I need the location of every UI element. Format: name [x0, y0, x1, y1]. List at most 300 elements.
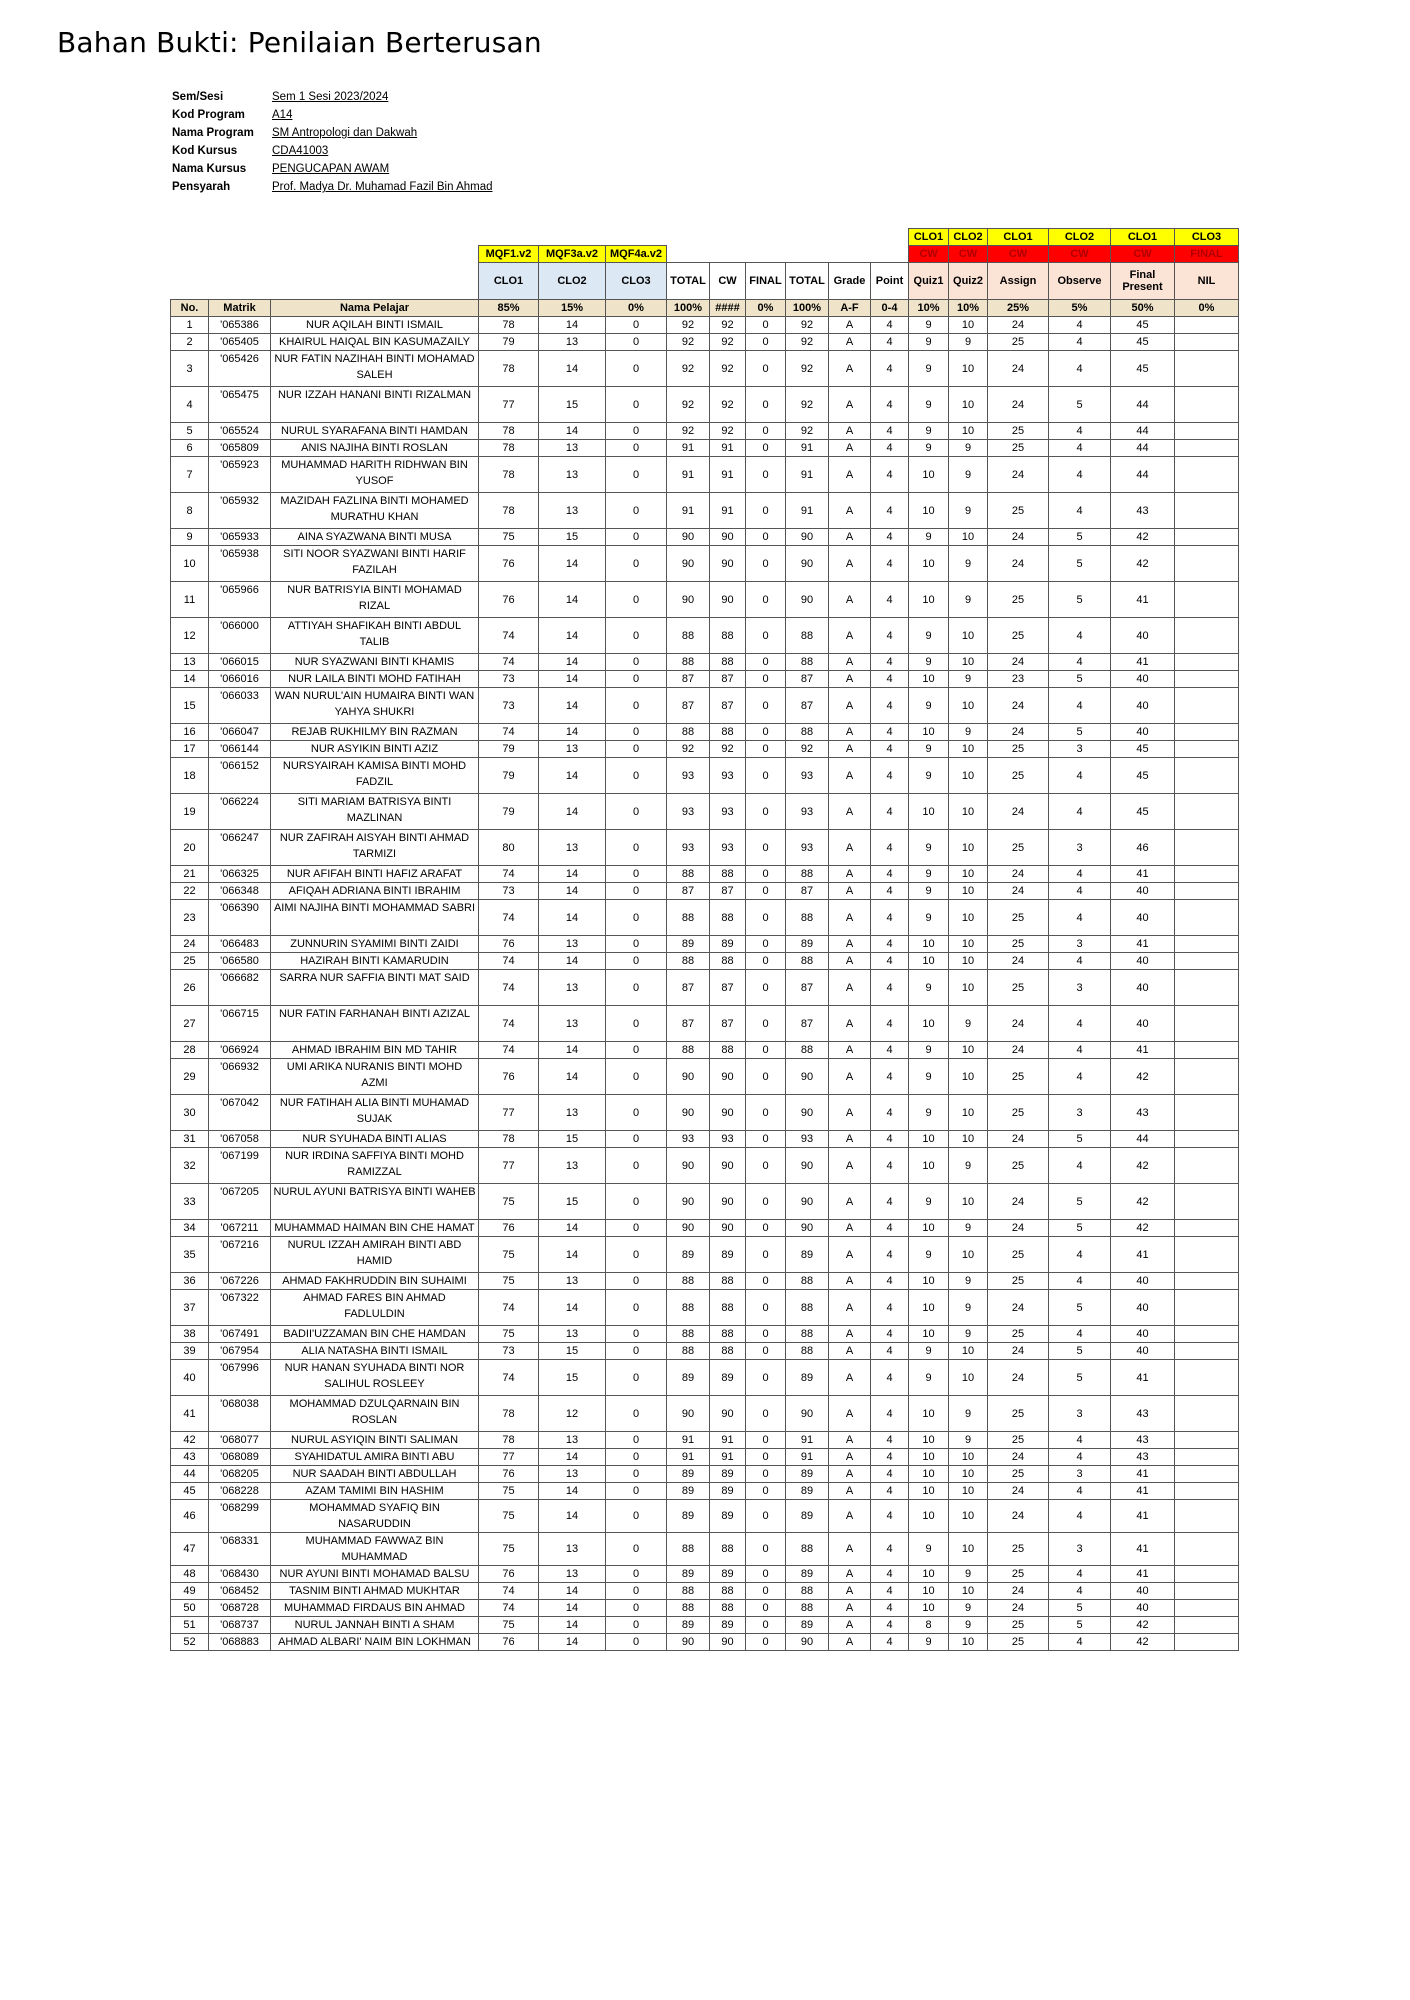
table-row [171, 1396, 1239, 1432]
mark-cell: 90 [710, 1095, 746, 1131]
mark-cell: 5 [1049, 1290, 1111, 1326]
mark-cell: 88 [667, 1533, 710, 1566]
mark-cell: 9 [909, 1237, 949, 1273]
row-number-cell: 30 [171, 1095, 209, 1131]
mark-cell: 0 [746, 1583, 786, 1600]
student-name-cell: SITI MARIAM BATRISYA BINTI MAZLINAN [271, 794, 479, 830]
mark-cell: 4 [871, 1533, 909, 1566]
mark-cell: 90 [667, 1220, 710, 1237]
mark-cell: 90 [710, 1184, 746, 1220]
mark-cell: 92 [667, 387, 710, 423]
mark-cell: 5 [1049, 529, 1111, 546]
mark-cell: 89 [710, 1617, 746, 1634]
mark-cell: 25 [988, 830, 1049, 866]
mark-cell: 14 [539, 1290, 606, 1326]
mark-cell: 0 [606, 671, 667, 688]
matrik-cell: '066247 [209, 830, 271, 866]
mark-cell: 9 [909, 423, 949, 440]
student-name-cell: MOHAMMAD SYAFIQ BIN NASARUDDIN [271, 1500, 479, 1533]
mark-cell: 40 [1111, 1006, 1175, 1042]
mark-cell: 24 [988, 654, 1049, 671]
mark-cell: 78 [479, 351, 539, 387]
column-label-cell: CLO3 [606, 263, 667, 300]
mark-cell: A [829, 741, 871, 758]
mark-cell: 25 [988, 1466, 1049, 1483]
meta-row [172, 160, 493, 178]
mark-cell: 10 [909, 1449, 949, 1466]
mark-cell: 0 [746, 1533, 786, 1566]
mark-cell: A [829, 1600, 871, 1617]
matrik-cell: '068077 [209, 1432, 271, 1449]
mark-cell: 88 [786, 654, 829, 671]
mark-cell: 87 [667, 970, 710, 1006]
table-row [171, 1059, 1239, 1095]
row-number-cell: 7 [171, 457, 209, 493]
mark-cell: A [829, 1634, 871, 1651]
mark-cell: 92 [786, 317, 829, 334]
row-number-cell: 51 [171, 1617, 209, 1634]
mark-cell: 0 [606, 936, 667, 953]
mark-cell: 92 [667, 423, 710, 440]
mark-cell: 9 [949, 1432, 988, 1449]
mark-cell: 88 [786, 1343, 829, 1360]
mark-cell: 87 [667, 688, 710, 724]
matrik-cell: '066932 [209, 1059, 271, 1095]
mark-cell: 88 [667, 953, 710, 970]
mark-cell: 4 [871, 1042, 909, 1059]
mark-cell: 10 [909, 1131, 949, 1148]
mark-cell: 9 [909, 1360, 949, 1396]
mark-cell: 25 [988, 1273, 1049, 1290]
mark-cell: 75 [479, 1483, 539, 1500]
mark-cell: 25 [988, 970, 1049, 1006]
mark-cell: 74 [479, 654, 539, 671]
mark-cell: 0 [746, 794, 786, 830]
column-label-cell: Observe [1049, 263, 1111, 300]
mark-cell: 89 [667, 936, 710, 953]
mark-cell: A [829, 688, 871, 724]
student-name-cell: NUR FATIHAH ALIA BINTI MUHAMAD SUJAK [271, 1095, 479, 1131]
mark-cell: 13 [539, 970, 606, 1006]
mark-cell: A [829, 440, 871, 457]
mark-cell: 0 [606, 1184, 667, 1220]
mark-cell: 24 [988, 1006, 1049, 1042]
mark-cell: 41 [1111, 866, 1175, 883]
mark-cell: 77 [479, 1449, 539, 1466]
mark-cell: 91 [710, 440, 746, 457]
mark-cell: 0 [606, 1326, 667, 1343]
table-row [171, 1220, 1239, 1237]
mark-cell: 90 [786, 1220, 829, 1237]
mark-cell: 42 [1111, 1634, 1175, 1651]
mark-cell [1175, 936, 1239, 953]
mark-cell: 42 [1111, 546, 1175, 582]
weight-cell: 0% [746, 300, 786, 317]
mark-cell: 74 [479, 1006, 539, 1042]
table-row [171, 1634, 1239, 1651]
table-row [171, 440, 1239, 457]
mark-cell: 0 [746, 440, 786, 457]
column-label-cell: TOTAL [667, 263, 710, 300]
mark-cell: 87 [786, 883, 829, 900]
mark-cell: 0 [606, 1095, 667, 1131]
mark-cell: 90 [710, 529, 746, 546]
mark-cell: 10 [909, 936, 949, 953]
mark-cell: 75 [479, 1237, 539, 1273]
mark-cell: 0 [746, 493, 786, 529]
mark-cell: 4 [871, 351, 909, 387]
mark-cell: 4 [871, 1290, 909, 1326]
mark-cell: 14 [539, 866, 606, 883]
mark-cell: 10 [949, 1237, 988, 1273]
mark-cell: 91 [667, 493, 710, 529]
mark-cell: 9 [949, 1220, 988, 1237]
mark-cell: 0 [746, 830, 786, 866]
mark-cell: 10 [949, 618, 988, 654]
mark-cell: 42 [1111, 1220, 1175, 1237]
mark-cell: 88 [786, 1533, 829, 1566]
mark-cell: 92 [786, 741, 829, 758]
matrik-cell: '067211 [209, 1220, 271, 1237]
mark-cell: 4 [1049, 1326, 1111, 1343]
mark-cell: 5 [1049, 724, 1111, 741]
mark-cell: 24 [988, 1360, 1049, 1396]
mark-cell [1175, 741, 1239, 758]
table-row [171, 1583, 1239, 1600]
mark-cell: 91 [710, 457, 746, 493]
mark-cell: 4 [1049, 688, 1111, 724]
mark-cell: 87 [710, 970, 746, 1006]
mark-cell: 9 [909, 334, 949, 351]
mark-cell: 25 [988, 334, 1049, 351]
mark-cell: 88 [786, 724, 829, 741]
mark-cell: 5 [1049, 387, 1111, 423]
mark-cell: 92 [786, 334, 829, 351]
mark-cell: 78 [479, 493, 539, 529]
row-number-cell: 50 [171, 1600, 209, 1617]
mark-cell [1175, 1533, 1239, 1566]
empty-cell [871, 246, 909, 263]
mark-cell: 5 [1049, 546, 1111, 582]
mark-cell [1175, 970, 1239, 1006]
weight-cell: 10% [909, 300, 949, 317]
mark-cell: 10 [949, 688, 988, 724]
assessment-clo-cell: CLO1 [909, 229, 949, 246]
mark-cell [1175, 1237, 1239, 1273]
mark-cell [1175, 387, 1239, 423]
mark-cell: A [829, 423, 871, 440]
mark-cell: 78 [479, 423, 539, 440]
mark-cell: 13 [539, 1432, 606, 1449]
row-number-cell: 13 [171, 654, 209, 671]
mark-cell: 88 [710, 1583, 746, 1600]
mark-cell: 4 [1049, 1148, 1111, 1184]
mark-cell: 74 [479, 1290, 539, 1326]
matrik-cell: '065475 [209, 387, 271, 423]
mark-cell: 93 [786, 830, 829, 866]
mark-cell: 78 [479, 1131, 539, 1148]
mark-cell: 91 [710, 1432, 746, 1449]
mark-cell: 88 [710, 1273, 746, 1290]
mark-cell: 10 [949, 1042, 988, 1059]
mark-cell: A [829, 493, 871, 529]
meta-value: CDA41003 [272, 145, 329, 157]
mark-cell: 9 [949, 1396, 988, 1432]
mark-cell: A [829, 1343, 871, 1360]
mark-cell: 4 [871, 546, 909, 582]
row-number-cell: 23 [171, 900, 209, 936]
row-number-cell: 29 [171, 1059, 209, 1095]
mark-cell: 14 [539, 351, 606, 387]
mark-cell: 0 [606, 423, 667, 440]
mark-cell: 92 [667, 351, 710, 387]
mark-cell: 9 [909, 1059, 949, 1095]
mark-cell: 0 [606, 546, 667, 582]
mark-cell: 90 [667, 1148, 710, 1184]
mark-cell: 9 [949, 546, 988, 582]
mark-cell: 91 [667, 1449, 710, 1466]
mark-cell: 93 [667, 794, 710, 830]
row-number-cell: 49 [171, 1583, 209, 1600]
mark-cell: 13 [539, 1006, 606, 1042]
mark-cell: 4 [1049, 493, 1111, 529]
assessment-type-cell: CW [1111, 246, 1175, 263]
row-number-cell: 11 [171, 582, 209, 618]
mark-cell: 74 [479, 1583, 539, 1600]
mark-cell: 0 [746, 1466, 786, 1483]
mark-cell: A [829, 1326, 871, 1343]
matrik-cell: '065426 [209, 351, 271, 387]
mark-cell: 24 [988, 688, 1049, 724]
mark-cell: 74 [479, 1600, 539, 1617]
mark-cell: 4 [1049, 866, 1111, 883]
mark-cell: 25 [988, 758, 1049, 794]
mark-cell: 4 [871, 1006, 909, 1042]
meta-row [172, 124, 493, 142]
mark-cell: 4 [871, 1237, 909, 1273]
table-row [171, 953, 1239, 970]
row-number-cell: 24 [171, 936, 209, 953]
mark-cell: 25 [988, 423, 1049, 440]
table-row [171, 1006, 1239, 1042]
mark-cell: 90 [667, 546, 710, 582]
mark-cell: 4 [871, 883, 909, 900]
mark-cell: 10 [949, 529, 988, 546]
mark-cell: 0 [606, 724, 667, 741]
student-name-cell: MUHAMMAD FAWWAZ BIN MUHAMMAD [271, 1533, 479, 1566]
mark-cell: 24 [988, 457, 1049, 493]
table-row [171, 671, 1239, 688]
mark-cell: 25 [988, 440, 1049, 457]
matrik-cell: '067996 [209, 1360, 271, 1396]
assessment-clo-cell: CLO3 [1175, 229, 1239, 246]
mark-cell: 40 [1111, 1326, 1175, 1343]
mark-cell: 90 [710, 1634, 746, 1651]
mark-cell: A [829, 830, 871, 866]
meta-row [172, 106, 493, 124]
column-label-cell: Assign [988, 263, 1049, 300]
table-row [171, 1131, 1239, 1148]
table-row [171, 830, 1239, 866]
mark-cell: 89 [786, 1483, 829, 1500]
mark-cell: A [829, 1042, 871, 1059]
mark-cell: 10 [909, 1583, 949, 1600]
matrik-cell: '068299 [209, 1500, 271, 1533]
empty-cell [209, 229, 271, 246]
column-label-cell: FINAL [746, 263, 786, 300]
mark-cell: A [829, 546, 871, 582]
empty-cell [710, 246, 746, 263]
mark-cell [1175, 582, 1239, 618]
header-row-clo [171, 229, 1239, 246]
mark-cell: 40 [1111, 671, 1175, 688]
mark-cell: 93 [786, 794, 829, 830]
mark-cell: 10 [909, 493, 949, 529]
mark-cell: 4 [871, 1600, 909, 1617]
meta-row [172, 178, 493, 196]
student-name-cell: NUR AQILAH BINTI ISMAIL [271, 317, 479, 334]
mark-cell: 4 [871, 1396, 909, 1432]
row-number-cell: 43 [171, 1449, 209, 1466]
mark-cell: 90 [786, 1059, 829, 1095]
mark-cell: 88 [667, 654, 710, 671]
student-name-cell: NURUL SYARAFANA BINTI HAMDAN [271, 423, 479, 440]
table-row [171, 741, 1239, 758]
mark-cell: 0 [606, 1273, 667, 1290]
mark-cell: 92 [667, 334, 710, 351]
mark-cell: 0 [746, 1500, 786, 1533]
mark-cell: 13 [539, 334, 606, 351]
mark-cell: 14 [539, 1042, 606, 1059]
mqf-cell: MQF4a.v2 [606, 246, 667, 263]
mark-cell: 4 [1049, 1566, 1111, 1583]
student-name-cell: NUR SYUHADA BINTI ALIAS [271, 1131, 479, 1148]
row-number-cell: 44 [171, 1466, 209, 1483]
mark-cell: 10 [909, 1148, 949, 1184]
mark-cell: 0 [746, 618, 786, 654]
mark-cell: 10 [949, 883, 988, 900]
mark-cell: 14 [539, 671, 606, 688]
mark-cell: 41 [1111, 1466, 1175, 1483]
matrik-cell: '067322 [209, 1290, 271, 1326]
student-name-cell: AHMAD IBRAHIM BIN MD TAHIR [271, 1042, 479, 1059]
mark-cell: 0 [746, 1042, 786, 1059]
mark-cell: 9 [949, 440, 988, 457]
mark-cell: 4 [871, 1059, 909, 1095]
mark-cell: 4 [871, 1449, 909, 1466]
mark-cell: 42 [1111, 1148, 1175, 1184]
row-number-cell: 5 [171, 423, 209, 440]
mark-cell: 76 [479, 1466, 539, 1483]
mark-cell: 4 [871, 317, 909, 334]
mark-cell: 13 [539, 493, 606, 529]
matrik-cell: '066016 [209, 671, 271, 688]
table-row [171, 618, 1239, 654]
mark-cell: 4 [871, 1220, 909, 1237]
student-name-cell: NURSYAIRAH KAMISA BINTI MOHD FADZIL [271, 758, 479, 794]
mark-cell: 0 [606, 654, 667, 671]
table-row [171, 794, 1239, 830]
mark-cell: 9 [909, 317, 949, 334]
mark-cell: 0 [606, 1396, 667, 1432]
row-number-cell: 35 [171, 1237, 209, 1273]
table-row [171, 546, 1239, 582]
mark-cell: 10 [909, 457, 949, 493]
mark-cell: 88 [786, 1042, 829, 1059]
meta-row [172, 142, 493, 160]
row-number-cell: 42 [171, 1432, 209, 1449]
mark-cell: 88 [786, 1583, 829, 1600]
mark-cell: 9 [949, 724, 988, 741]
mark-cell: 0 [606, 1566, 667, 1583]
mark-cell: A [829, 1500, 871, 1533]
mark-cell: 4 [871, 1273, 909, 1290]
mark-cell: 75 [479, 1500, 539, 1533]
mark-cell: A [829, 1148, 871, 1184]
student-name-cell: AIMI NAJIHA BINTI MOHAMMAD SABRI [271, 900, 479, 936]
mark-cell: 13 [539, 457, 606, 493]
grades-table [170, 228, 1239, 1651]
mark-cell: 0 [746, 1617, 786, 1634]
mark-cell: 88 [786, 618, 829, 654]
mark-cell: 41 [1111, 1533, 1175, 1566]
matrik-cell: '068728 [209, 1600, 271, 1617]
mark-cell: 24 [988, 1290, 1049, 1326]
table-row [171, 457, 1239, 493]
table-row [171, 1184, 1239, 1220]
table-row [171, 724, 1239, 741]
mark-cell: 88 [710, 724, 746, 741]
mark-cell: 10 [949, 1500, 988, 1533]
mark-cell: 93 [710, 758, 746, 794]
mark-cell: 4 [871, 1432, 909, 1449]
mark-cell: 0 [606, 334, 667, 351]
mark-cell [1175, 794, 1239, 830]
mark-cell: 9 [909, 970, 949, 1006]
mark-cell: 0 [606, 1343, 667, 1360]
mark-cell [1175, 1566, 1239, 1583]
mark-cell: 89 [710, 1566, 746, 1583]
mark-cell: 0 [746, 1273, 786, 1290]
mark-cell: 4 [871, 758, 909, 794]
mark-cell: 89 [667, 1483, 710, 1500]
assessment-type-cell: CW [949, 246, 988, 263]
mark-cell: 10 [909, 1220, 949, 1237]
mark-cell: 14 [539, 953, 606, 970]
mark-cell: 0 [746, 724, 786, 741]
mark-cell: 24 [988, 387, 1049, 423]
mark-cell: 10 [909, 724, 949, 741]
mark-cell: 10 [949, 1466, 988, 1483]
mark-cell: 9 [949, 1273, 988, 1290]
mark-cell: 4 [1049, 794, 1111, 830]
mark-cell: 9 [949, 1566, 988, 1583]
mark-cell: A [829, 1617, 871, 1634]
empty-cell [171, 246, 209, 263]
mark-cell: 24 [988, 724, 1049, 741]
mark-cell: 90 [786, 1184, 829, 1220]
mark-cell: 14 [539, 1220, 606, 1237]
mark-cell: 0 [746, 582, 786, 618]
mark-cell: 4 [1049, 1500, 1111, 1533]
matrik-cell: '065405 [209, 334, 271, 351]
mark-cell: 73 [479, 688, 539, 724]
matrik-cell: '068089 [209, 1449, 271, 1466]
mark-cell: 9 [909, 618, 949, 654]
mark-cell: 0 [746, 1220, 786, 1237]
student-name-cell: AHMAD ALBARI' NAIM BIN LOKHMAN [271, 1634, 479, 1651]
mark-cell: 40 [1111, 953, 1175, 970]
